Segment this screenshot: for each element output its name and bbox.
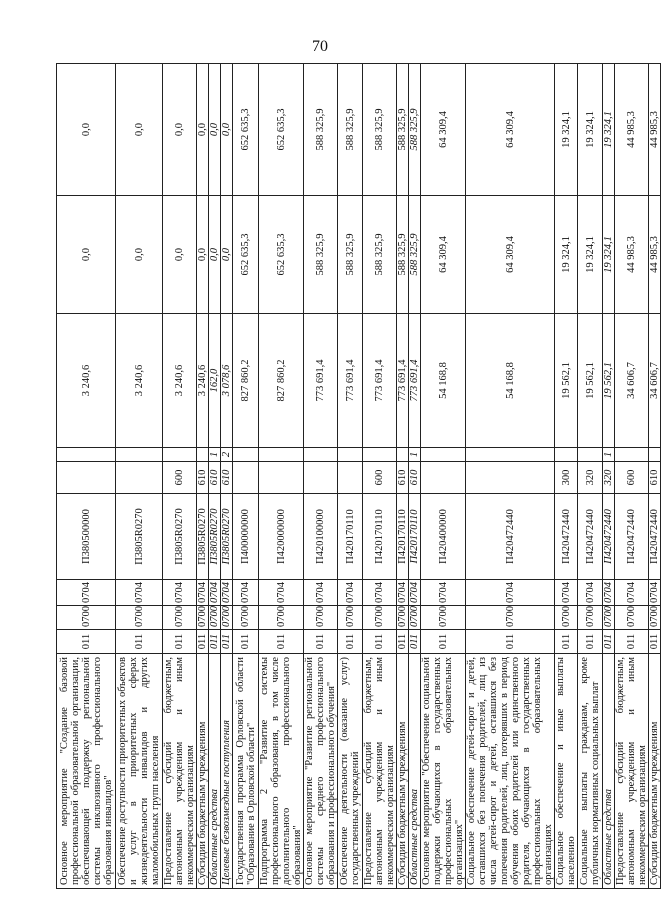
target-article-code: П420472440: [603, 494, 615, 580]
subsection-code: 0704: [197, 580, 209, 606]
amount-year-3: 19 324,1: [555, 64, 578, 196]
amount-year-2: 0,0: [57, 196, 116, 314]
amount-year-2: 588 325,9: [409, 196, 421, 314]
section-code: 0700: [259, 606, 304, 630]
expense-type-code: [466, 462, 555, 494]
amount-year-1: 3 240,6: [57, 314, 116, 448]
subsection-code: 0704: [466, 580, 555, 606]
row-name: Социальное обеспечение и иные выплаты населению: [555, 654, 578, 889]
amount-year-1: 773 691,4: [397, 314, 409, 448]
amount-year-2: 64 309,4: [466, 196, 555, 314]
amount-year-2: 64 309,4: [421, 196, 466, 314]
funding-source-code: [615, 448, 649, 462]
expense-type-code: 600: [615, 462, 649, 494]
subsection-code: 0704: [338, 580, 363, 606]
target-article-code: П420472440: [466, 494, 555, 580]
table-row: [615, 64, 649, 889]
subsection-code: 0704: [233, 580, 259, 606]
target-article-code: П3805R0270: [197, 494, 209, 580]
target-article-code: П420170110: [409, 494, 421, 580]
amount-year-2: 652 635,3: [259, 196, 304, 314]
amount-year-3: 588 325,9: [363, 64, 397, 196]
amount-year-3: 64 309,4: [421, 64, 466, 196]
funding-source-code: [338, 448, 363, 462]
amount-year-1: 162,0: [209, 314, 221, 448]
section-code: 0700: [397, 606, 409, 630]
subsection-code: 0704: [259, 580, 304, 606]
budget-table-body: [57, 64, 661, 889]
funding-source-code: [421, 448, 466, 462]
target-article-code: П420472440: [555, 494, 578, 580]
expense-type-code: [421, 462, 466, 494]
amount-year-1: 34 606,7: [615, 314, 649, 448]
amount-year-1: 773 691,4: [363, 314, 397, 448]
amount-year-2: 44 985,3: [649, 196, 661, 314]
funding-source-code: [116, 448, 163, 462]
section-code: 0700: [603, 606, 615, 630]
expense-type-code: 320: [578, 462, 603, 494]
target-article-code: П380500000: [57, 494, 116, 580]
row-name: Обеспечение доступности приоритетных объектов и услуг в приоритетных сферах жизнедеятельности инвалидов и других маломобильных групп населения: [116, 654, 163, 889]
rotated-page: [56, 64, 660, 889]
expense-type-code: 600: [163, 462, 197, 494]
row-name: Основное мероприятие "Развитие региональной системы среднего профессионального образования и профессионального обучения": [304, 654, 338, 889]
target-article-code: П420000000: [259, 494, 304, 580]
grbs-code: 011: [615, 630, 649, 654]
page-number: 70: [312, 38, 328, 55]
funding-source-code: [304, 448, 338, 462]
grbs-code: 011: [555, 630, 578, 654]
amount-year-3: 19 324,1: [578, 64, 603, 196]
target-article-code: П420472440: [649, 494, 661, 580]
budget-table: [56, 63, 661, 889]
amount-year-2: 0,0: [163, 196, 197, 314]
amount-year-2: 652 635,3: [233, 196, 259, 314]
grbs-code: 011: [421, 630, 466, 654]
section-code: 0700: [649, 606, 661, 630]
row-name: Предоставление субсидий бюджетным, автономным учреждениям и иным некоммерческим организациям: [363, 654, 397, 889]
table-row: [197, 64, 209, 889]
subsection-code: 0704: [421, 580, 466, 606]
subsection-code: 0704: [649, 580, 661, 606]
section-code: 0700: [57, 606, 116, 630]
expense-type-code: 300: [555, 462, 578, 494]
funding-source-code: [197, 448, 209, 462]
section-code: 0700: [363, 606, 397, 630]
amount-year-3: 0,0: [197, 64, 209, 196]
amount-year-3: 0,0: [57, 64, 116, 196]
table-row: [363, 64, 397, 889]
expense-type-code: 610: [397, 462, 409, 494]
amount-year-2: 19 324,1: [603, 196, 615, 314]
amount-year-1: 773 691,4: [338, 314, 363, 448]
funding-source-code: 1: [209, 448, 221, 462]
rotated-table-area: [56, 64, 660, 889]
table-row: [555, 64, 578, 889]
subsection-code: 0704: [603, 580, 615, 606]
grbs-code: 011: [466, 630, 555, 654]
amount-year-3: 0,0: [221, 64, 233, 196]
table-row: [409, 64, 421, 889]
amount-year-2: 0,0: [197, 196, 209, 314]
grbs-code: 011: [397, 630, 409, 654]
amount-year-2: 19 324,1: [578, 196, 603, 314]
funding-source-code: [259, 448, 304, 462]
subsection-code: 0704: [615, 580, 649, 606]
amount-year-2: 0,0: [209, 196, 221, 314]
amount-year-2: 0,0: [116, 196, 163, 314]
section-code: 0700: [555, 606, 578, 630]
target-article-code: П420472440: [615, 494, 649, 580]
grbs-code: 011: [259, 630, 304, 654]
grbs-code: 011: [163, 630, 197, 654]
section-code: 0700: [421, 606, 466, 630]
amount-year-1: 3 240,6: [197, 314, 209, 448]
amount-year-3: 588 325,9: [409, 64, 421, 196]
subsection-code: 0704: [363, 580, 397, 606]
funding-source-code: [578, 448, 603, 462]
grbs-code: 011: [209, 630, 221, 654]
expense-type-code: [116, 462, 163, 494]
subsection-code: 0704: [209, 580, 221, 606]
funding-source-code: 1: [603, 448, 615, 462]
amount-year-3: 64 309,4: [466, 64, 555, 196]
subsection-code: 0704: [163, 580, 197, 606]
grbs-code: 011: [197, 630, 209, 654]
subsection-code: 0704: [116, 580, 163, 606]
amount-year-3: 0,0: [116, 64, 163, 196]
row-name: Предоставление субсидий бюджетным, автономным учреждениям и иным некоммерческим организациям: [615, 654, 649, 889]
row-name: Областные средства: [209, 654, 221, 889]
target-article-code: П400000000: [233, 494, 259, 580]
row-name: Обеспечение деятельности (оказание услуг) государственных учреждений: [338, 654, 363, 889]
amount-year-3: 652 635,3: [233, 64, 259, 196]
expense-type-code: [57, 462, 116, 494]
subsection-code: 0704: [304, 580, 338, 606]
amount-year-1: 827 860,2: [259, 314, 304, 448]
expense-type-code: 610: [209, 462, 221, 494]
section-code: 0700: [221, 606, 233, 630]
expense-type-code: [338, 462, 363, 494]
grbs-code: 011: [233, 630, 259, 654]
row-name: Основное мероприятие "Обеспечение социальной поддержки обучающихся в государственных профессиональных образовательных организациях": [421, 654, 466, 889]
table-row: [209, 64, 221, 889]
amount-year-2: 588 325,9: [338, 196, 363, 314]
amount-year-1: 3 240,6: [163, 314, 197, 448]
target-article-code: П3805R0270: [221, 494, 233, 580]
section-code: 0700: [304, 606, 338, 630]
amount-year-1: 3 240,6: [116, 314, 163, 448]
row-name: Субсидии бюджетным учреждениям: [649, 654, 661, 889]
table-row: [57, 64, 116, 889]
grbs-code: 011: [338, 630, 363, 654]
amount-year-3: 19 324,1: [603, 64, 615, 196]
amount-year-1: 19 562,1: [603, 314, 615, 448]
subsection-code: 0704: [221, 580, 233, 606]
table-row: [163, 64, 197, 889]
amount-year-2: 588 325,9: [304, 196, 338, 314]
expense-type-code: 610: [649, 462, 661, 494]
subsection-code: 0704: [397, 580, 409, 606]
funding-source-code: [649, 448, 661, 462]
target-article-code: П3805R0270: [209, 494, 221, 580]
row-name: Социальные выплаты гражданам, кроме публичных нормативных социальных выплат: [578, 654, 603, 889]
grbs-code: 011: [57, 630, 116, 654]
funding-source-code: [57, 448, 116, 462]
amount-year-1: 54 168,8: [421, 314, 466, 448]
amount-year-3: 588 325,9: [397, 64, 409, 196]
grbs-code: 011: [649, 630, 661, 654]
expense-type-code: 610: [409, 462, 421, 494]
row-name: Подпрограмма 2 "Развитие системы профессионального образования, в том числе дополнительного профессионального образования": [259, 654, 304, 889]
amount-year-1: 34 606,7: [649, 314, 661, 448]
amount-year-2: 19 324,1: [555, 196, 578, 314]
expense-type-code: [304, 462, 338, 494]
section-code: 0700: [466, 606, 555, 630]
amount-year-2: 44 985,3: [615, 196, 649, 314]
expense-type-code: 600: [363, 462, 397, 494]
section-code: 0700: [209, 606, 221, 630]
funding-source-code: [555, 448, 578, 462]
target-article-code: П3805R0270: [163, 494, 197, 580]
table-row: [116, 64, 163, 889]
grbs-code: 011: [409, 630, 421, 654]
row-name: Социальное обеспечение детей-сирот и детей, оставшихся без попечения родителей, лиц из числа детей-сирот и детей, оставшихся без попечения родителей, лиц, потерявших в период обучения обоих родителей или единственного родителя, обучающихся в государственных профессиональных образовательных организациях: [466, 654, 555, 889]
table-row: [603, 64, 615, 889]
funding-source-code: [233, 448, 259, 462]
target-article-code: П420170110: [363, 494, 397, 580]
target-article-code: П420170110: [397, 494, 409, 580]
funding-source-code: [397, 448, 409, 462]
table-row: [304, 64, 338, 889]
amount-year-3: 588 325,9: [338, 64, 363, 196]
amount-year-1: 3 078,6: [221, 314, 233, 448]
grbs-code: 011: [603, 630, 615, 654]
table-row: [338, 64, 363, 889]
row-name: Областные средства: [409, 654, 421, 889]
section-code: 0700: [116, 606, 163, 630]
row-name: Предоставление субсидий бюджетным, автономным учреждениям и иным некоммерческим организациям: [163, 654, 197, 889]
table-row: [578, 64, 603, 889]
row-name: Основное мероприятие "Создание базовой профессиональной образовательной организации, обеспечивающей поддержку региональной системы инклюзивного профессионального образования инвалидов": [57, 654, 116, 889]
section-code: 0700: [578, 606, 603, 630]
section-code: 0700: [233, 606, 259, 630]
subsection-code: 0704: [409, 580, 421, 606]
table-row: [259, 64, 304, 889]
grbs-code: 011: [363, 630, 397, 654]
table-row: [233, 64, 259, 889]
row-name: Государственная программа Орловской области "Образование в Орловской области": [233, 654, 259, 889]
section-code: 0700: [197, 606, 209, 630]
target-article-code: П3805R0270: [116, 494, 163, 580]
table-row: [466, 64, 555, 889]
row-name: Областные средства: [603, 654, 615, 889]
amount-year-3: 44 985,3: [615, 64, 649, 196]
subsection-code: 0704: [578, 580, 603, 606]
subsection-code: 0704: [555, 580, 578, 606]
amount-year-2: 0,0: [221, 196, 233, 314]
amount-year-1: 827 860,2: [233, 314, 259, 448]
amount-year-1: 773 691,4: [409, 314, 421, 448]
amount-year-3: 44 985,3: [649, 64, 661, 196]
table-row: [221, 64, 233, 889]
target-article-code: П420100000: [304, 494, 338, 580]
funding-source-code: [363, 448, 397, 462]
expense-type-code: 610: [197, 462, 209, 494]
funding-source-code: [466, 448, 555, 462]
row-name: Целевые безвозмездные поступления: [221, 654, 233, 889]
row-name: Субсидии бюджетным учреждениям: [197, 654, 209, 889]
funding-source-code: [163, 448, 197, 462]
row-name: Субсидии бюджетным учреждениям: [397, 654, 409, 889]
expense-type-code: [259, 462, 304, 494]
amount-year-3: 0,0: [163, 64, 197, 196]
amount-year-3: 0,0: [209, 64, 221, 196]
amount-year-1: 19 562,1: [555, 314, 578, 448]
grbs-code: 011: [578, 630, 603, 654]
expense-type-code: 610: [221, 462, 233, 494]
grbs-code: 011: [304, 630, 338, 654]
section-code: 0700: [409, 606, 421, 630]
table-row: [421, 64, 466, 889]
target-article-code: П420170110: [338, 494, 363, 580]
amount-year-3: 588 325,9: [304, 64, 338, 196]
amount-year-1: 773 691,4: [304, 314, 338, 448]
amount-year-2: 588 325,9: [363, 196, 397, 314]
expense-type-code: [233, 462, 259, 494]
grbs-code: 011: [116, 630, 163, 654]
subsection-code: 0704: [57, 580, 116, 606]
section-code: 0700: [163, 606, 197, 630]
target-article-code: П420472440: [578, 494, 603, 580]
section-code: 0700: [615, 606, 649, 630]
funding-source-code: 1: [409, 448, 421, 462]
table-row: [397, 64, 409, 889]
grbs-code: 011: [221, 630, 233, 654]
funding-source-code: 2: [221, 448, 233, 462]
section-code: 0700: [338, 606, 363, 630]
amount-year-1: 54 168,8: [466, 314, 555, 448]
expense-type-code: 320: [603, 462, 615, 494]
amount-year-2: 588 325,9: [397, 196, 409, 314]
amount-year-1: 19 562,1: [578, 314, 603, 448]
table-row: [649, 64, 661, 889]
target-article-code: П420400000: [421, 494, 466, 580]
amount-year-3: 652 635,3: [259, 64, 304, 196]
